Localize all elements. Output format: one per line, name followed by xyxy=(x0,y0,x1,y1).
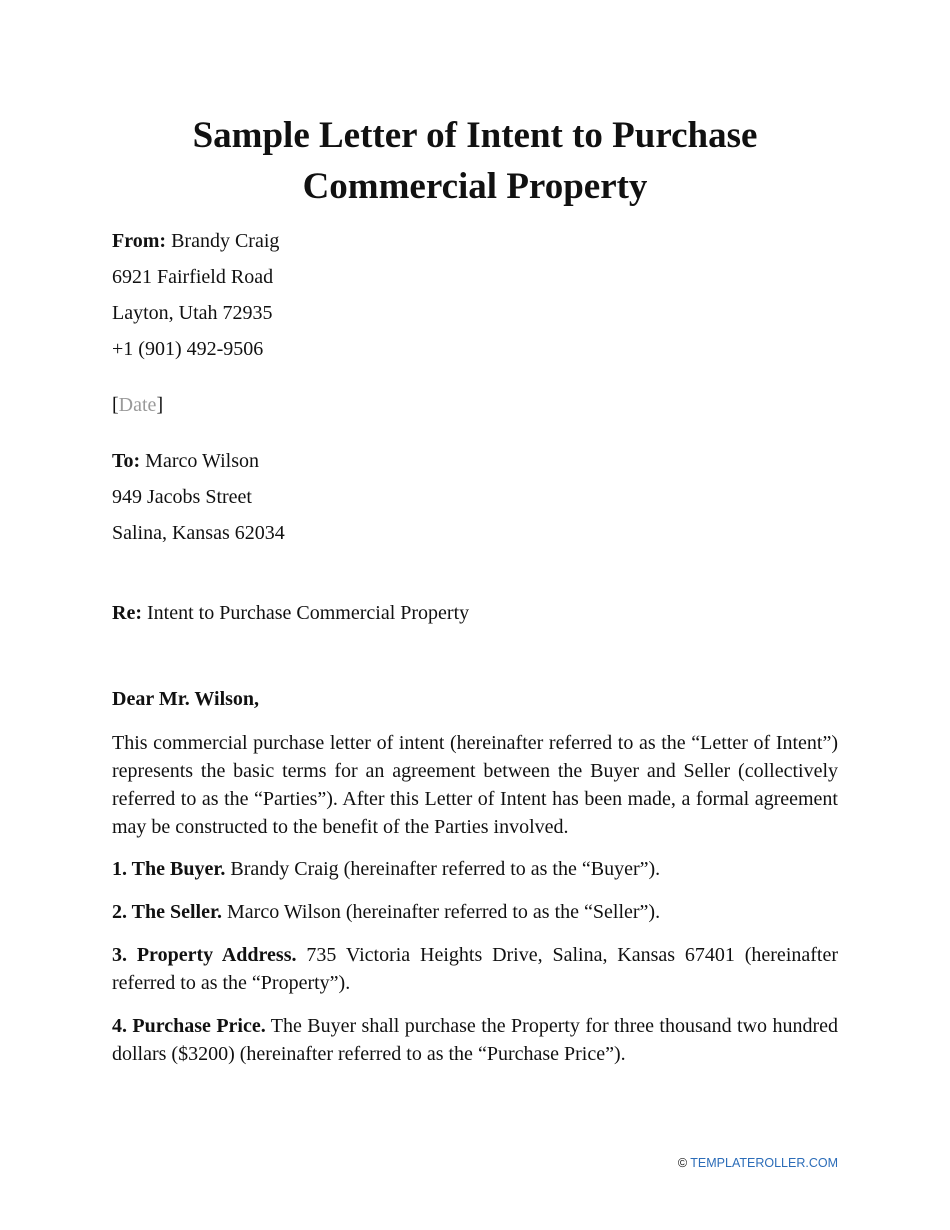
sender-city: Layton, Utah 72935 xyxy=(112,302,273,324)
term-text: Brandy Craig (hereinafter referred to as the “Buyer”). xyxy=(230,858,661,880)
subject-line xyxy=(112,599,469,627)
subject-text: Intent to Purchase Commercial Property xyxy=(146,602,470,624)
sender-name: Brandy Craig xyxy=(171,230,280,252)
title-line-1: Sample Letter of Intent to Purchase xyxy=(192,115,758,156)
recipient-city: Salina, Kansas 62034 xyxy=(112,522,285,544)
date-bracket-close: ] xyxy=(156,394,164,416)
document-title xyxy=(0,110,950,212)
site-link[interactable]: TEMPLATEROLLER.COM xyxy=(690,1156,838,1170)
sender-street: 6921 Fairfield Road xyxy=(112,266,274,288)
footer-credit xyxy=(678,1154,838,1172)
term-property-address xyxy=(112,941,838,997)
recipient-name: Marco Wilson xyxy=(145,450,259,472)
recipient-street: 949 Jacobs Street xyxy=(112,486,252,508)
to-label: To: xyxy=(112,450,141,472)
term-heading: 2. The Seller. xyxy=(112,901,223,923)
date-field: Date xyxy=(118,394,157,416)
copyright-symbol: © xyxy=(677,1156,688,1170)
term-seller xyxy=(112,898,838,926)
title-line-2: Commercial Property xyxy=(302,166,648,207)
sender-name-line xyxy=(112,227,279,255)
date-bracket-open: [ xyxy=(112,394,119,416)
date-placeholder xyxy=(112,391,163,419)
re-label: Re: xyxy=(112,602,142,624)
term-purchase-price xyxy=(112,1012,838,1068)
from-label: From: xyxy=(112,230,167,252)
salutation xyxy=(112,685,259,713)
term-heading: 1. The Buyer. xyxy=(112,858,226,880)
term-buyer xyxy=(112,855,838,883)
term-text: The Buyer shall purchase the Property for three thousand two hundred dollars ($3200) (hereinafter referred to as the “Purchase Price”). xyxy=(112,1015,838,1065)
term-text: Marco Wilson (hereinafter referred to as the “Seller”). xyxy=(227,901,661,923)
sender-phone: +1 (901) 492-9506 xyxy=(112,338,264,360)
recipient-name-line xyxy=(112,447,259,475)
intro-paragraph: This commercial purchase letter of intent (hereinafter referred to as the “Letter of Intent”) represents the basic terms for an agreement between the Buyer and Seller (collectively referred to as the “Parties”). After this Letter of Intent has been made, a formal agreement may be constructed to the benefit of the Parties involved. xyxy=(112,732,838,838)
term-text: 735 Victoria Heights Drive, Salina, Kansas 67401 (hereinafter referred to as the “Property”). xyxy=(112,944,838,994)
term-heading: 4. Purchase Price. xyxy=(112,1015,266,1037)
term-heading: 3. Property Address. xyxy=(112,944,297,966)
salutation-text: Dear Mr. Wilson, xyxy=(112,688,260,710)
